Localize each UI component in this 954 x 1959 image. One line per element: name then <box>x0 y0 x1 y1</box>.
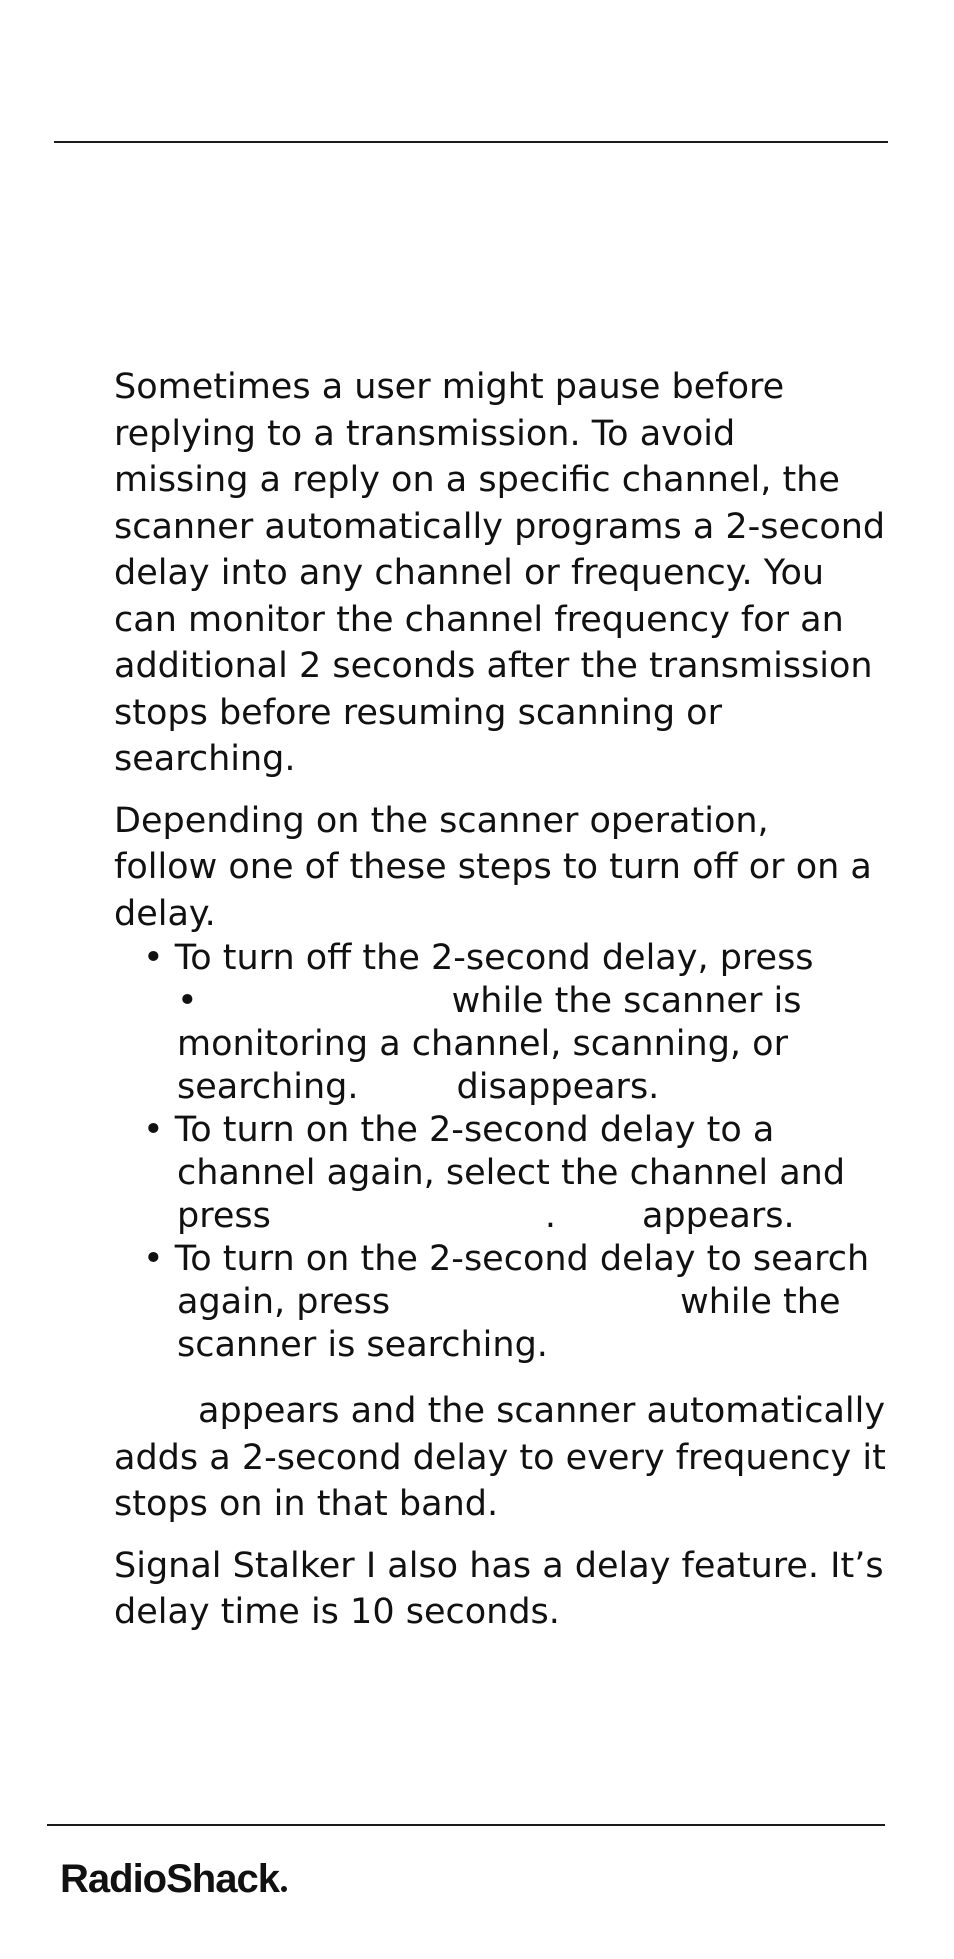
logo-text: RadioShack <box>60 1857 279 1901</box>
text-fragment: while the <box>680 1282 841 1322</box>
text-line: stops on in that band. <box>114 1484 499 1524</box>
text-line: delay time is 10 seconds. <box>114 1592 560 1632</box>
text-fragment: To turn on the 2-second delay to a <box>174 1110 775 1150</box>
text-fragment: searching. <box>177 1067 359 1107</box>
radioshack-logo <box>60 1857 287 1902</box>
text-fragment: To turn on the 2-second delay to search <box>174 1239 870 1279</box>
text-fragment: again, press <box>177 1282 391 1322</box>
text-line <box>114 980 914 1023</box>
text-line: scanner is searching. <box>177 1325 548 1365</box>
text-fragment: disappears. <box>456 1067 660 1107</box>
text-fragment: while the scanner is <box>451 981 802 1021</box>
text-line <box>114 1109 914 1152</box>
paragraph-steps-intro <box>114 798 914 938</box>
text-fragment: press <box>177 1196 271 1236</box>
bullet-marker: • <box>143 1110 164 1150</box>
list-item-turn-on-channel-delay <box>114 1109 914 1238</box>
bullet-marker: • <box>143 1239 164 1279</box>
text-line: missing a reply on a specific channel, the <box>114 460 840 500</box>
text-line: Signal Stalker I also has a delay feature. It’s <box>114 1545 884 1586</box>
text-line: delay. <box>114 893 216 934</box>
delay-steps-list <box>114 937 914 1367</box>
logo-dot-icon <box>281 1886 287 1892</box>
bullet-marker: • <box>143 938 164 978</box>
top-rule <box>54 141 888 143</box>
text-line: additional 2 seconds after the transmission <box>114 646 873 686</box>
text-line <box>114 1066 914 1109</box>
list-item-turn-off-delay <box>114 937 914 1109</box>
text-fragment: . <box>544 1196 556 1236</box>
text-line <box>114 937 914 980</box>
text-line: monitoring a channel, scanning, or <box>177 1024 788 1064</box>
text-fragment: • <box>177 981 198 1021</box>
text-line <box>114 1281 914 1324</box>
text-line <box>114 1195 914 1238</box>
text-line: channel again, select the channel and <box>177 1153 846 1193</box>
text-line: can monitor the channel frequency for an <box>114 599 844 640</box>
list-item-turn-on-search-delay <box>114 1238 914 1367</box>
text-line: searching. <box>114 739 296 779</box>
paragraph-signal-stalker-note <box>114 1543 914 1636</box>
text-line: adds a 2-second delay to every frequency it <box>114 1437 886 1478</box>
text-line: replying to a transmission. To avoid <box>114 413 736 454</box>
paragraph-search-delay-note <box>114 1388 914 1528</box>
text-line: delay into any channel or frequency. You <box>114 553 825 593</box>
bottom-rule <box>47 1824 885 1826</box>
text-fragment: To turn off the 2-second delay, press <box>174 938 814 978</box>
text-fragment: appears. <box>641 1196 795 1236</box>
text-line: Sometimes a user might pause before <box>114 367 785 407</box>
text-line: stops before resuming scanning or <box>114 692 722 733</box>
text-line: scanner automatically programs a 2-second <box>114 506 886 547</box>
paragraph-delay-intro <box>114 364 914 783</box>
text-line <box>114 1388 914 1435</box>
text-line <box>114 1238 914 1281</box>
text-line: Depending on the scanner operation, <box>114 800 769 841</box>
page-content <box>114 364 914 1636</box>
text-fragment: appears and the scanner automatically <box>198 1391 886 1431</box>
text-line: follow one of these steps to turn off or on a <box>114 847 872 887</box>
